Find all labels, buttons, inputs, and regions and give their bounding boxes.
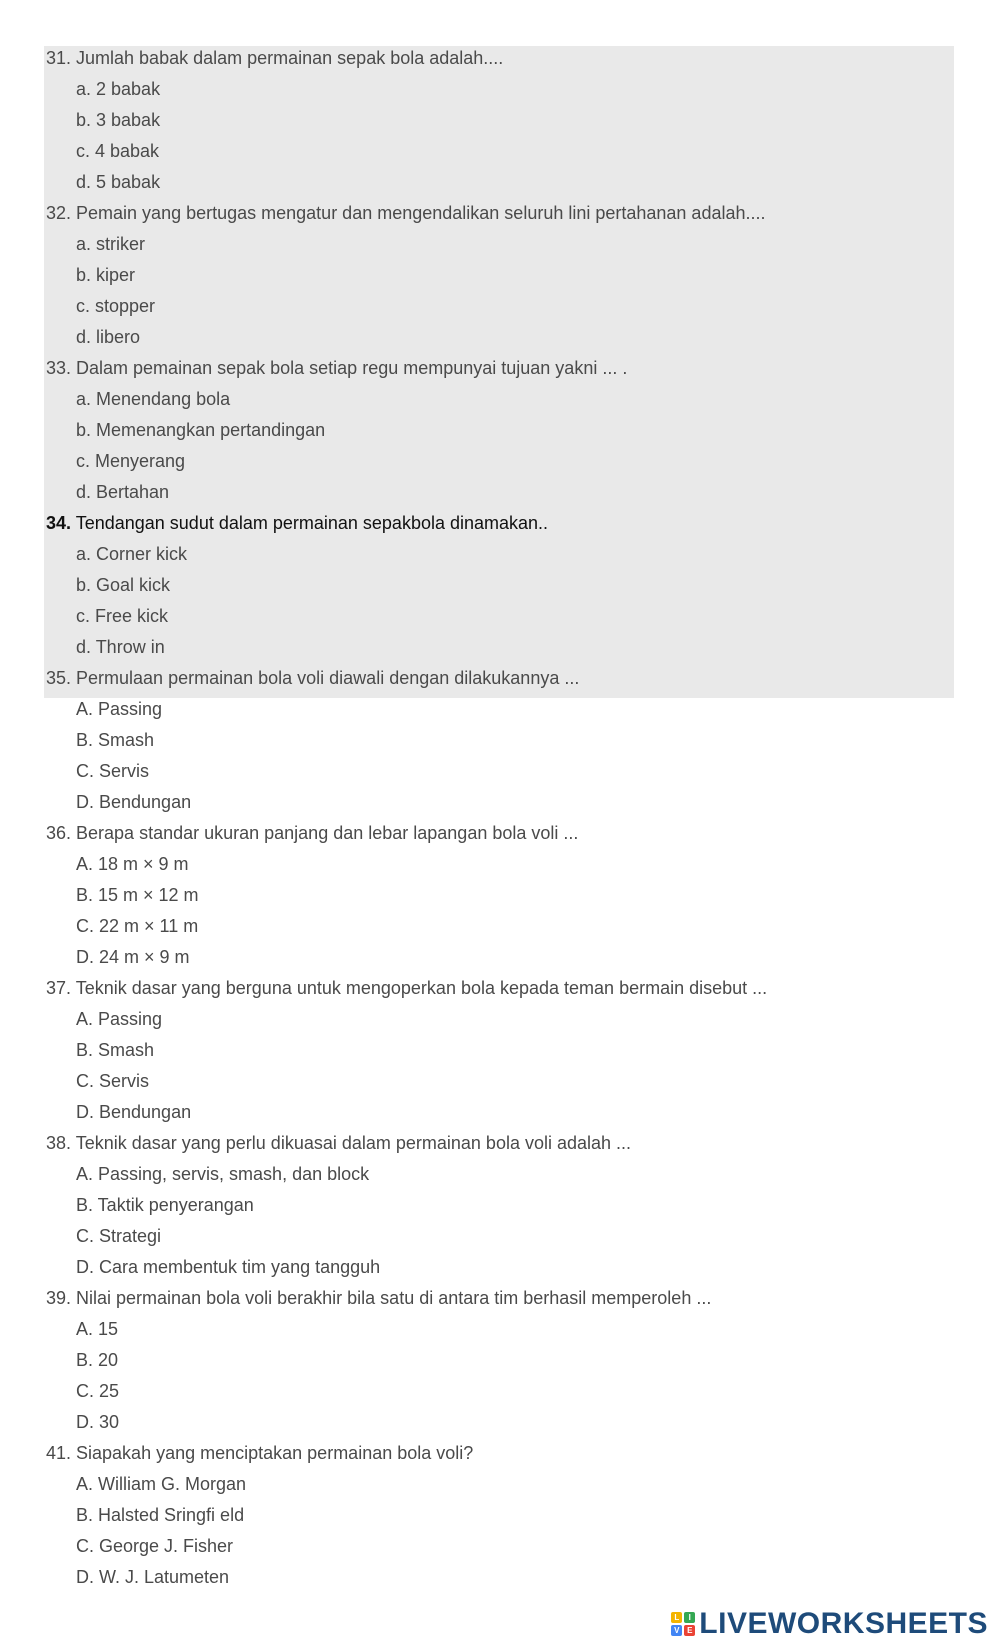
option-38-a: A. Passing, servis, smash, dan block — [76, 1164, 370, 1184]
logo-cell-l: L — [671, 1612, 682, 1623]
option-36-d: D. 24 m × 9 m — [76, 947, 190, 967]
option-34-b: b. Goal kick — [76, 575, 171, 595]
option-35-a: A. Passing — [76, 699, 163, 719]
option-32-a: a. striker — [76, 234, 146, 254]
question-34-text: Tendangan sudut dalam permainan sepakbola dinamakan.. — [71, 513, 549, 533]
option-32-b: b. kiper — [76, 265, 136, 285]
question-39: 39. Nilai permainan bola voli berakhir bila satu di antara tim berhasil memperoleh ... — [46, 1288, 712, 1308]
option-34-a: a. Corner kick — [76, 544, 188, 564]
option-41-b: B. Halsted Sringfi eld — [76, 1505, 245, 1525]
question-31: 31. Jumlah babak dalam permainan sepak bola adalah.... — [46, 48, 504, 68]
option-36-c: C. 22 m × 11 m — [76, 916, 199, 936]
option-33-c: c. Menyerang — [76, 451, 186, 471]
question-33: 33. Dalam pemainan sepak bola setiap regu mempunyai tujuan yakni ... . — [46, 358, 628, 378]
option-38-d: D. Cara membentuk tim yang tangguh — [76, 1257, 381, 1277]
logo-text: LIVEWORKSHEETS — [699, 1607, 988, 1640]
option-39-a: A. 15 — [76, 1319, 119, 1339]
option-31-d: d. 5 babak — [76, 172, 161, 192]
option-32-c: c. stopper — [76, 296, 156, 316]
option-34-d: d. Throw in — [76, 637, 165, 657]
option-35-b: B. Smash — [76, 730, 155, 750]
option-37-b: B. Smash — [76, 1040, 155, 1060]
option-37-d: D. Bendungan — [76, 1102, 192, 1122]
logo-grid-icon — [671, 1612, 695, 1636]
option-31-a: a. 2 babak — [76, 79, 161, 99]
question-38: 38. Teknik dasar yang perlu dikuasai dalam permainan bola voli adalah ... — [46, 1133, 632, 1153]
option-31-b: b. 3 babak — [76, 110, 161, 130]
option-39-c: C. 25 — [76, 1381, 120, 1401]
option-35-d: D. Bendungan — [76, 792, 192, 812]
worksheet-document — [0, 43, 1000, 1593]
option-35-c: C. Servis — [76, 761, 150, 781]
option-37-c: C. Servis — [76, 1071, 150, 1091]
logo-cell-e: E — [684, 1625, 695, 1636]
option-39-b: B. 20 — [76, 1350, 119, 1370]
option-38-b: B. Taktik penyerangan — [76, 1195, 254, 1215]
liveworksheets-logo — [671, 1607, 988, 1641]
option-36-a: A. 18 m × 9 m — [76, 854, 189, 874]
logo-cell-i: I — [684, 1612, 695, 1623]
question-41: 41. Siapakah yang menciptakan permainan bola voli? — [46, 1443, 474, 1463]
option-33-d: d. Bertahan — [76, 482, 170, 502]
question-34 — [0, 508, 1000, 539]
option-38-c: C. Strategi — [76, 1226, 162, 1246]
question-37: 37. Teknik dasar yang berguna untuk mengoperkan bola kepada teman bermain disebut ... — [46, 978, 768, 998]
question-34-number: 34. — [46, 513, 72, 533]
option-33-b: b. Memenangkan pertandingan — [76, 420, 326, 440]
option-37-a: A. Passing — [76, 1009, 163, 1029]
option-32-d: d. libero — [76, 327, 141, 347]
question-32: 32. Pemain yang bertugas mengatur dan mengendalikan seluruh lini pertahanan adalah.... — [46, 203, 766, 223]
option-33-a: a. Menendang bola — [76, 389, 231, 409]
option-41-c: C. George J. Fisher — [76, 1536, 234, 1556]
logo-cell-v: V — [671, 1625, 682, 1636]
question-36: 36. Berapa standar ukuran panjang dan lebar lapangan bola voli ... — [46, 823, 579, 843]
option-34-c: c. Free kick — [76, 606, 169, 626]
option-39-d: D. 30 — [76, 1412, 120, 1432]
option-41-d: D. W. J. Latumeten — [76, 1567, 230, 1587]
question-35: 35. Permulaan permainan bola voli diawali dengan dilakukannya ... — [46, 668, 580, 688]
option-31-c: c. 4 babak — [76, 141, 160, 161]
option-36-b: B. 15 m × 12 m — [76, 885, 199, 905]
option-41-a: A. William G. Morgan — [76, 1474, 247, 1494]
